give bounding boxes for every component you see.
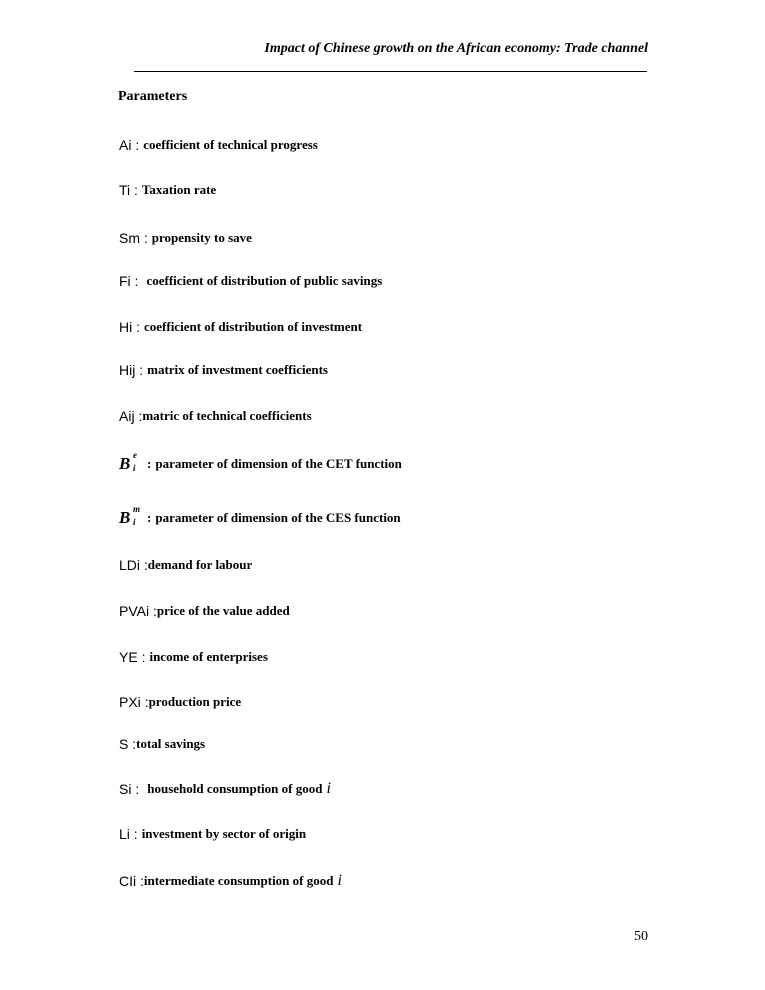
header-rule [134,71,647,72]
math-symbol-superscript: e [133,450,137,460]
param-description: parameter of dimension of the CES function [155,510,401,525]
math-symbol-superscript: m [133,504,141,514]
param-cii [119,869,342,893]
param-symbol: LDi : [119,557,148,573]
param-symbol: Hi : [119,319,140,335]
param-sm [119,226,252,250]
math-symbol-subscript: i [133,463,136,473]
math-symbol-base: B [119,454,131,473]
param-symbol: CIi : [119,873,144,889]
param-description: Taxation rate [141,182,217,197]
italic-good-index: i [337,872,342,889]
param-description: demand for labour [147,557,253,572]
section-title: Parameters [118,89,188,104]
param-symbol: Aij : [119,408,143,424]
param-ldi [119,553,252,577]
param-symbol: YE : [119,649,146,665]
param-hij [119,358,328,382]
param-aij [119,404,312,428]
param-symbol: Li : [119,826,138,842]
param-description: total savings [136,736,206,751]
param-s [119,732,205,756]
param-si [119,777,331,801]
italic-good-index: i [326,780,331,797]
param-symbol: Sm : [119,230,148,246]
param-fi [119,269,382,293]
param-description: intermediate consumption of good [143,873,334,888]
param-symbol: Ti : [119,182,138,198]
param-description: household consumption of good [147,781,323,796]
param-description: coefficient of technical progress [143,137,318,152]
param-li [119,822,306,846]
param-description: matric of technical coefficients [142,408,312,423]
param-ti [119,178,216,202]
param-description: coefficient of distribution of investment [144,319,363,334]
param-description: income of enterprises [149,649,268,664]
param-b-cet [119,452,402,476]
param-symbol: PVAi : [119,603,157,619]
param-description: parameter of dimension of the CET function [155,456,402,471]
param-description: coefficient of distribution of public savings [146,273,383,288]
param-hi [119,315,362,339]
param-symbol: Hij : [119,362,144,378]
param-separator: : [147,456,152,471]
param-b-ces [119,506,401,530]
running-header: Impact of Chinese growth on the African economy: Trade channel [264,41,648,56]
math-symbol-b-e-i [119,450,147,474]
param-symbol: Ai : [119,137,140,153]
param-symbol: PXi : [119,694,149,710]
math-symbol-base: B [119,508,131,527]
param-description: price of the value added [156,603,290,618]
param-description: propensity to save [151,230,252,245]
param-description: matrix of investment coefficients [147,362,328,377]
param-symbol: Si : [119,781,140,797]
param-pxi [119,690,241,714]
param-pvai [119,599,290,623]
param-ye [119,645,268,669]
param-symbol: S : [119,736,137,752]
param-description: production price [148,694,242,709]
math-symbol-subscript: i [133,517,136,527]
param-separator: : [147,510,152,525]
param-description: investment by sector of origin [141,826,307,841]
param-symbol: Fi : [119,273,139,289]
math-symbol-b-m-i [119,504,147,528]
param-ai [119,133,318,157]
page-number: 50 [634,929,648,944]
